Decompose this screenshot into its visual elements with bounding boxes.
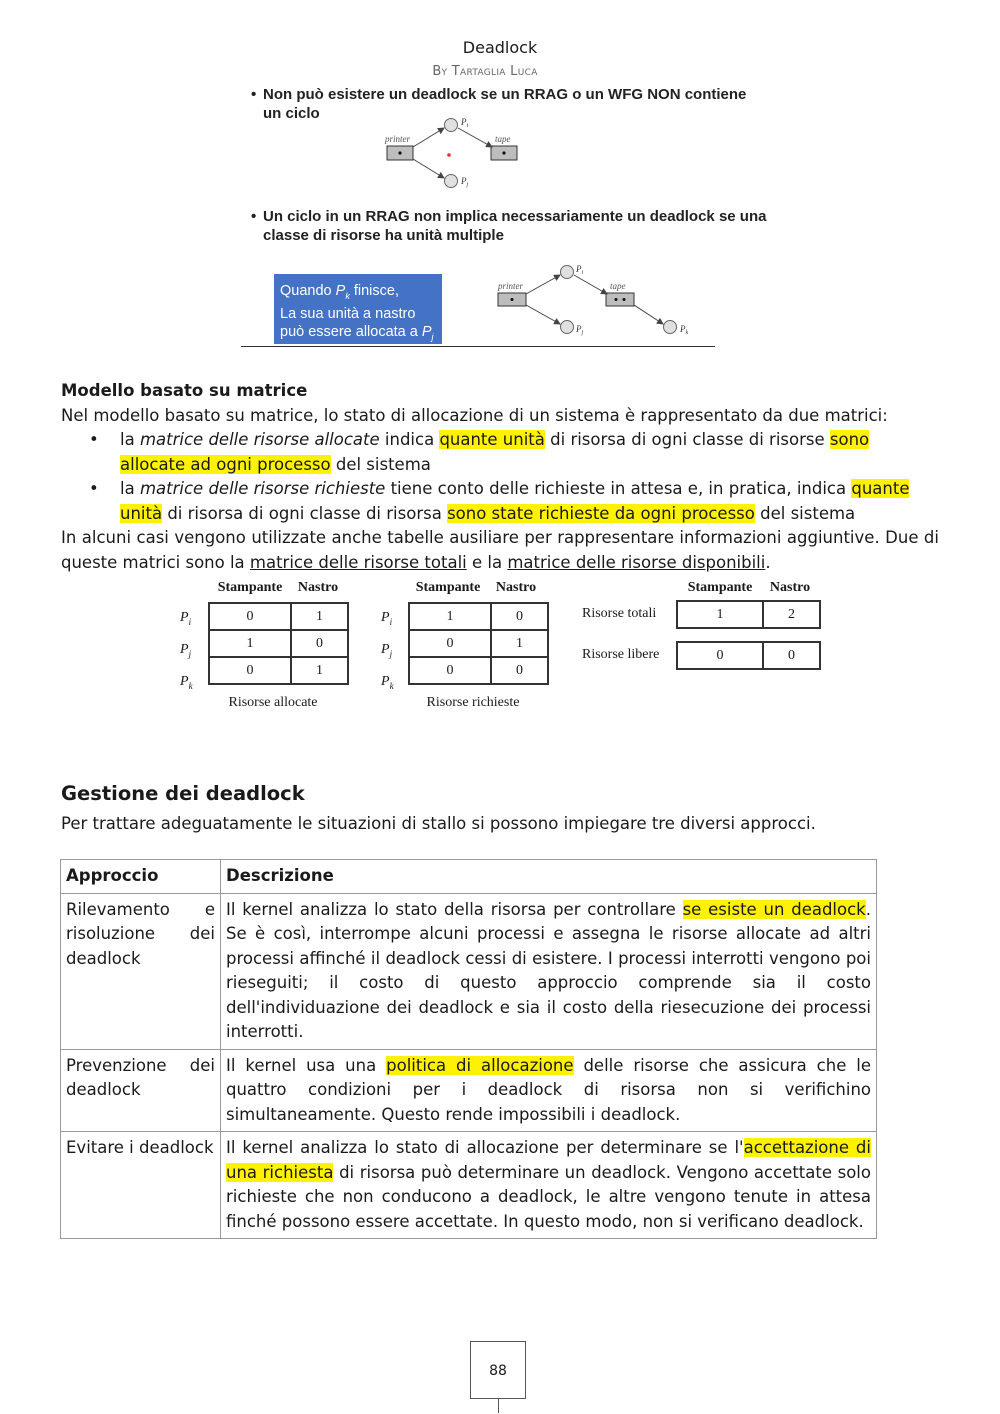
bullet-dot-icon: • <box>251 86 257 103</box>
allocated-caption: Risorse allocate <box>228 695 318 710</box>
matrices-figure: Stampante Nastro $P_i$ $P_j$ $P_k$ 0 1 1 0 0 1 Risorse allocate Stampante Nastro $P_i$ $P_j$ $P_k$ 1 0 0 1 0 0 Risorse richieste Stampante Nastro Risorse totali 1 2 Risorse libere 0 0 <box>178 580 828 720</box>
matrix-section <box>61 379 939 575</box>
process-pi-node <box>445 119 458 132</box>
svg-text:printer: printer <box>498 281 524 291</box>
slide-divider <box>241 346 715 347</box>
list-item: • la matrice delle risorse richieste tiene conto delle richieste in attesa e, in pratica, indica quante unità di risorsa di ogni classe di risorsa sono state richieste da ogni processo del sistema <box>89 479 910 523</box>
section-heading: Modello basato su matrice <box>61 381 308 400</box>
svg-text:printer: printer <box>385 134 411 144</box>
rrag-diagram-no-cycle <box>370 112 550 198</box>
process-pj-node <box>445 175 458 188</box>
allocated-matrix: 0 1 1 0 0 1 <box>208 602 349 685</box>
header-title: Deadlock <box>462 38 538 57</box>
gestione-intro: Per trattare adeguatamente le situazioni di stallo si possono impiegare tre diversi approcci. <box>61 814 816 833</box>
free-matrix: 0 0 <box>676 641 821 670</box>
svg-text:Pj: $P_j$ <box>461 176 469 188</box>
process-pj-node <box>561 321 574 334</box>
svg-text:tape: tape <box>610 281 626 291</box>
requested-matrix: 1 0 0 1 0 0 <box>408 602 549 685</box>
matrix-list <box>61 428 939 526</box>
svg-text:Pj: $P_j$ <box>576 324 584 336</box>
table-row: Prevenzione dei deadlock Il kernel usa una politica di allocazione delle risorse che assicura che le quattro condizioni per i deadlock di risorsa non si verifichino simultaneamente. Questo rende impossibili i deadlock. <box>61 1049 877 1132</box>
table-header-row: Approccio Descrizione <box>61 860 877 894</box>
matrix-paragraph: In alcuni casi vengono utilizzate anche tabelle ausiliare per rappresentare informazioni aggiuntive. Due di queste matrici sono la matrice delle risorse totali e la matrice delle risorse disponibili. <box>61 528 939 572</box>
free-label: Risorse libere <box>582 647 660 662</box>
gestione-heading: Gestione dei deadlock <box>61 782 305 805</box>
approaches-table <box>60 859 877 1239</box>
process-pi-node <box>561 266 574 279</box>
blue-callout-box: Quando $P_k$ finisce, La sua unità a nastro può essere allocata a $P_j$ <box>274 274 442 344</box>
matrix-intro: Nel modello basato su matrice, lo stato di allocazione di un sistema è rappresentato da due matrici: <box>61 405 888 425</box>
svg-text:tape: tape <box>495 134 511 144</box>
process-pk-node <box>664 321 677 334</box>
svg-text:Pk: $P_k$ <box>680 324 689 336</box>
tape-resource <box>606 293 634 306</box>
bullet-dot-icon: • <box>251 208 257 225</box>
page-number-tick <box>498 1399 499 1413</box>
table-row: Rilevamento e risoluzione dei deadlock Il kernel analizza lo stato della risorsa per controllare se esiste un deadlock. Se è così, interrompe alcuni processi e assegna le risorse allocate ad altri processi affinché il deadlock cessi di esistere. I processi interrotti vengono poi rieseguiti; il costo di questo approccio comprende sia il costo dell'individuazione dei deadlock e sia il costo della riesecuzione dei processi interrotti. <box>61 893 877 1049</box>
header-author: By Tartaglia Luca <box>432 64 538 79</box>
table-row: Evitare i deadlock Il kernel analizza lo stato di allocazione per determinare se l'accettazione di una richiesta di risorsa può determinare un deadlock. Vengono accettate solo richieste che non conducono a deadlock, le altre vengono tenute in attesa finché possono essere accettate. In questo modo, non si verificano deadlock. <box>61 1132 877 1239</box>
totals-label: Risorse totali <box>582 606 657 621</box>
slide-bullet-1: • Non può esistere un deadlock se un RRAG o un WFG NON contiene un ciclo <box>251 86 747 122</box>
rrag-diagram-multi-unit <box>490 258 710 338</box>
list-item: • la matrice delle risorse allocate indica quante unità di risorsa di ogni classe di risorse sono allocate ad ogni processo del sistema <box>89 430 870 474</box>
requested-caption: Risorse richieste <box>426 695 520 710</box>
page-number: 88 <box>470 1341 526 1399</box>
svg-text:Pi: $P_i$ <box>576 264 584 276</box>
svg-text:Pi: $P_i$ <box>461 117 469 129</box>
totals-matrix: 1 2 <box>676 600 821 629</box>
slide-bullet-2: Un ciclo in un RRAG non implica necessariamente un deadlock se una classe di risorse ha unità multiple <box>263 208 767 244</box>
